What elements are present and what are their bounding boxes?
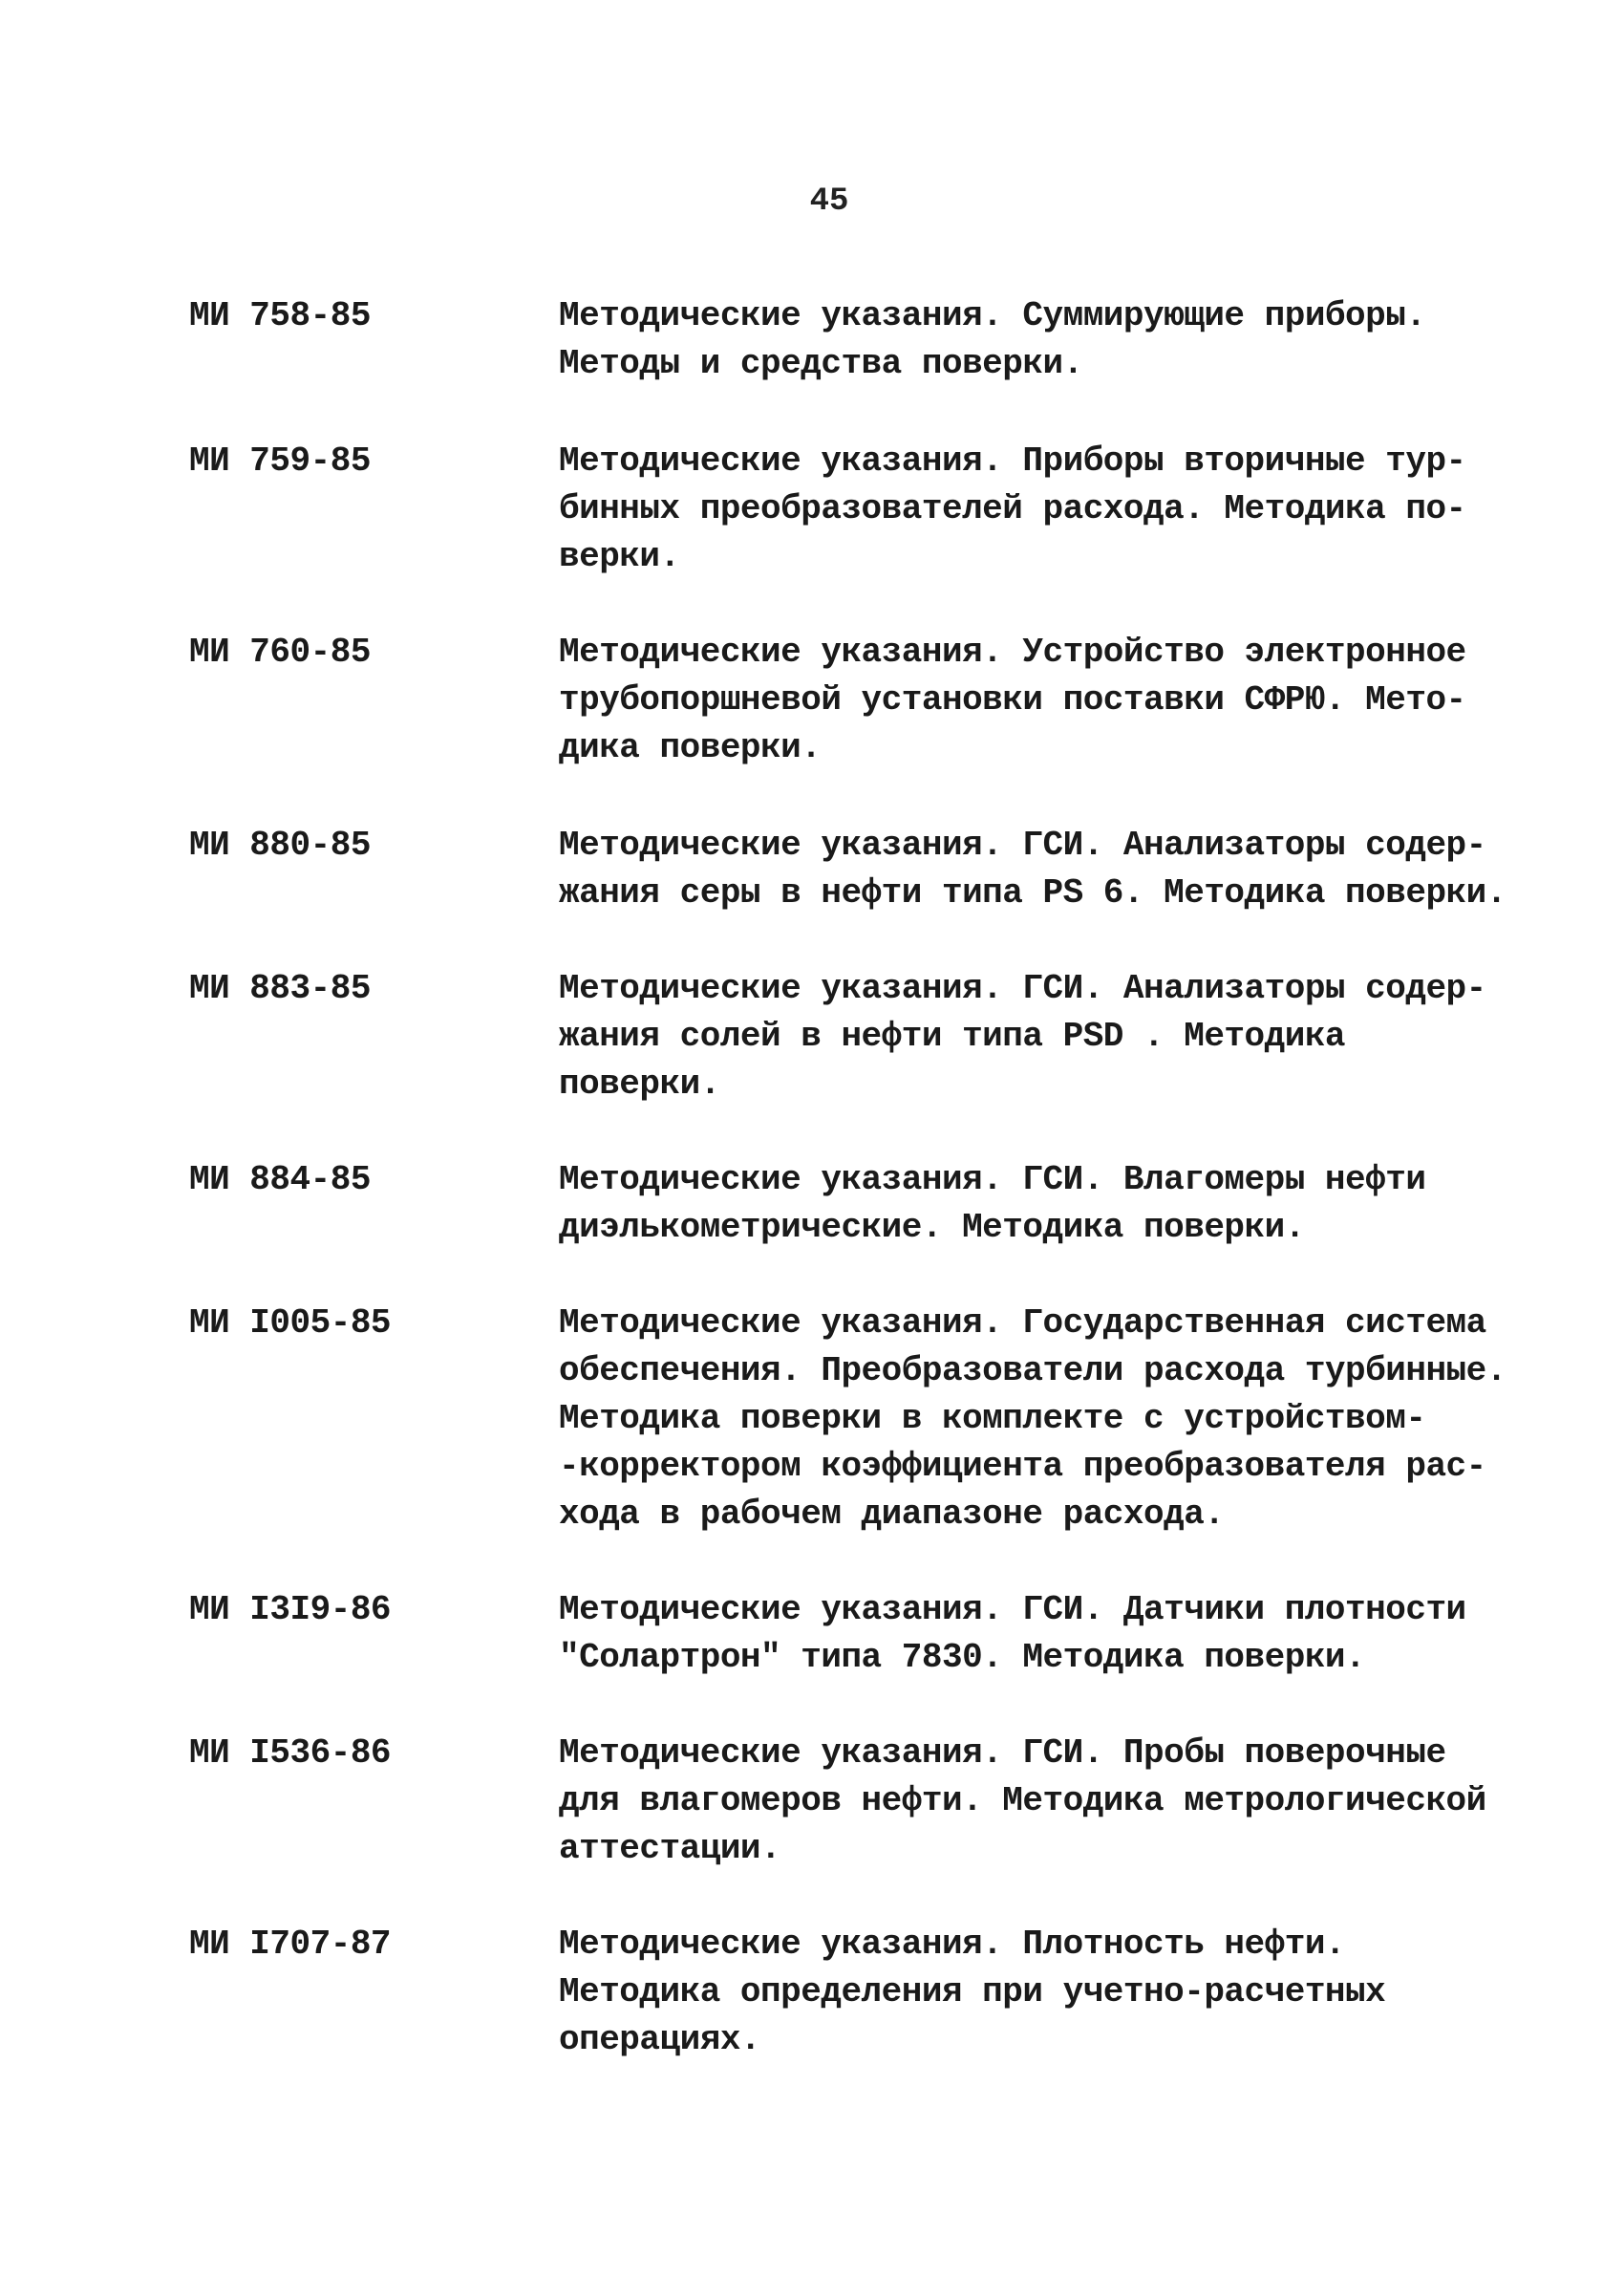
description-line: хода в рабочем диапазоне расхода. [559, 1495, 1225, 1534]
description-line: верки. [559, 537, 680, 576]
document-description [559, 965, 1514, 1108]
document-description [559, 1156, 1514, 1252]
description-line: Методические указания. Государственная система [559, 1303, 1486, 1343]
document-code: МИ 880-85 [189, 826, 371, 865]
description-line: Методические указания. Устройство электронное [559, 633, 1466, 672]
description-line: операциях. [559, 2020, 761, 2059]
description-line: аттестации. [559, 1829, 781, 1868]
description-line: Методические указания. Приборы вторичные тур- [559, 441, 1466, 481]
document-code: МИ 883-85 [189, 969, 371, 1008]
description-line: Методические указания. ГСИ. Анализаторы содер- [559, 969, 1486, 1008]
description-line: поверки. [559, 1065, 720, 1104]
document-description [559, 629, 1514, 772]
description-line: жания серы в нефти типа PS 6. Методика поверки. [559, 873, 1506, 913]
document-code: МИ I707-87 [189, 1925, 392, 1964]
document-code: МИ I536-86 [189, 1733, 392, 1773]
description-line: для влагомеров нефти. Методика метрологической [559, 1781, 1486, 1820]
document-description [559, 1300, 1514, 1538]
description-line: Методика определения при учетно-расчетных [559, 1972, 1386, 2011]
description-line: Методические указания. Суммирующие приборы. [559, 296, 1426, 335]
description-line: обеспечения. Преобразователи расхода турбинные. [559, 1351, 1506, 1390]
description-line: жания солей в нефти типа PSD . Методика [559, 1017, 1346, 1056]
description-line: Методические указания. ГСИ. Датчики плотности [559, 1590, 1466, 1629]
document-description [559, 1921, 1514, 2064]
description-line: трубопоршневой установки поставки СФРЮ. Мето- [559, 680, 1466, 720]
document-code: МИ 760-85 [189, 633, 371, 672]
document-description [559, 1586, 1514, 1682]
description-line: Методика поверки в комплекте с устройством- [559, 1399, 1426, 1438]
description-line: диэлькометрические. Методика поверки. [559, 1208, 1305, 1247]
description-line: Методические указания. Плотность нефти. [559, 1925, 1346, 1964]
document-description [559, 822, 1514, 917]
document-description [559, 438, 1514, 581]
description-line: "Солартрон" типа 7830. Методика поверки. [559, 1638, 1366, 1677]
document-code: МИ 758-85 [189, 296, 371, 335]
description-line: Методические указания. ГСИ. Влагомеры нефти [559, 1160, 1426, 1199]
description-line: Методические указания. ГСИ. Анализаторы содер- [559, 826, 1486, 865]
document-description [559, 1730, 1514, 1873]
description-line: дика поверки. [559, 728, 822, 767]
document-code: МИ I005-85 [189, 1303, 392, 1343]
document-description [559, 292, 1514, 388]
document-code: МИ 884-85 [189, 1160, 371, 1199]
description-line: бинных преобразователей расхода. Методика по- [559, 489, 1466, 528]
page-number: 45 [809, 183, 849, 220]
document-code: МИ 759-85 [189, 441, 371, 481]
document-code: МИ I3I9-86 [189, 1590, 392, 1629]
description-line: Методические указания. ГСИ. Пробы поверочные [559, 1733, 1446, 1773]
description-line: -корректором коэффициента преобразователя рас- [559, 1447, 1486, 1486]
description-line: Методы и средства поверки. [559, 344, 1083, 383]
